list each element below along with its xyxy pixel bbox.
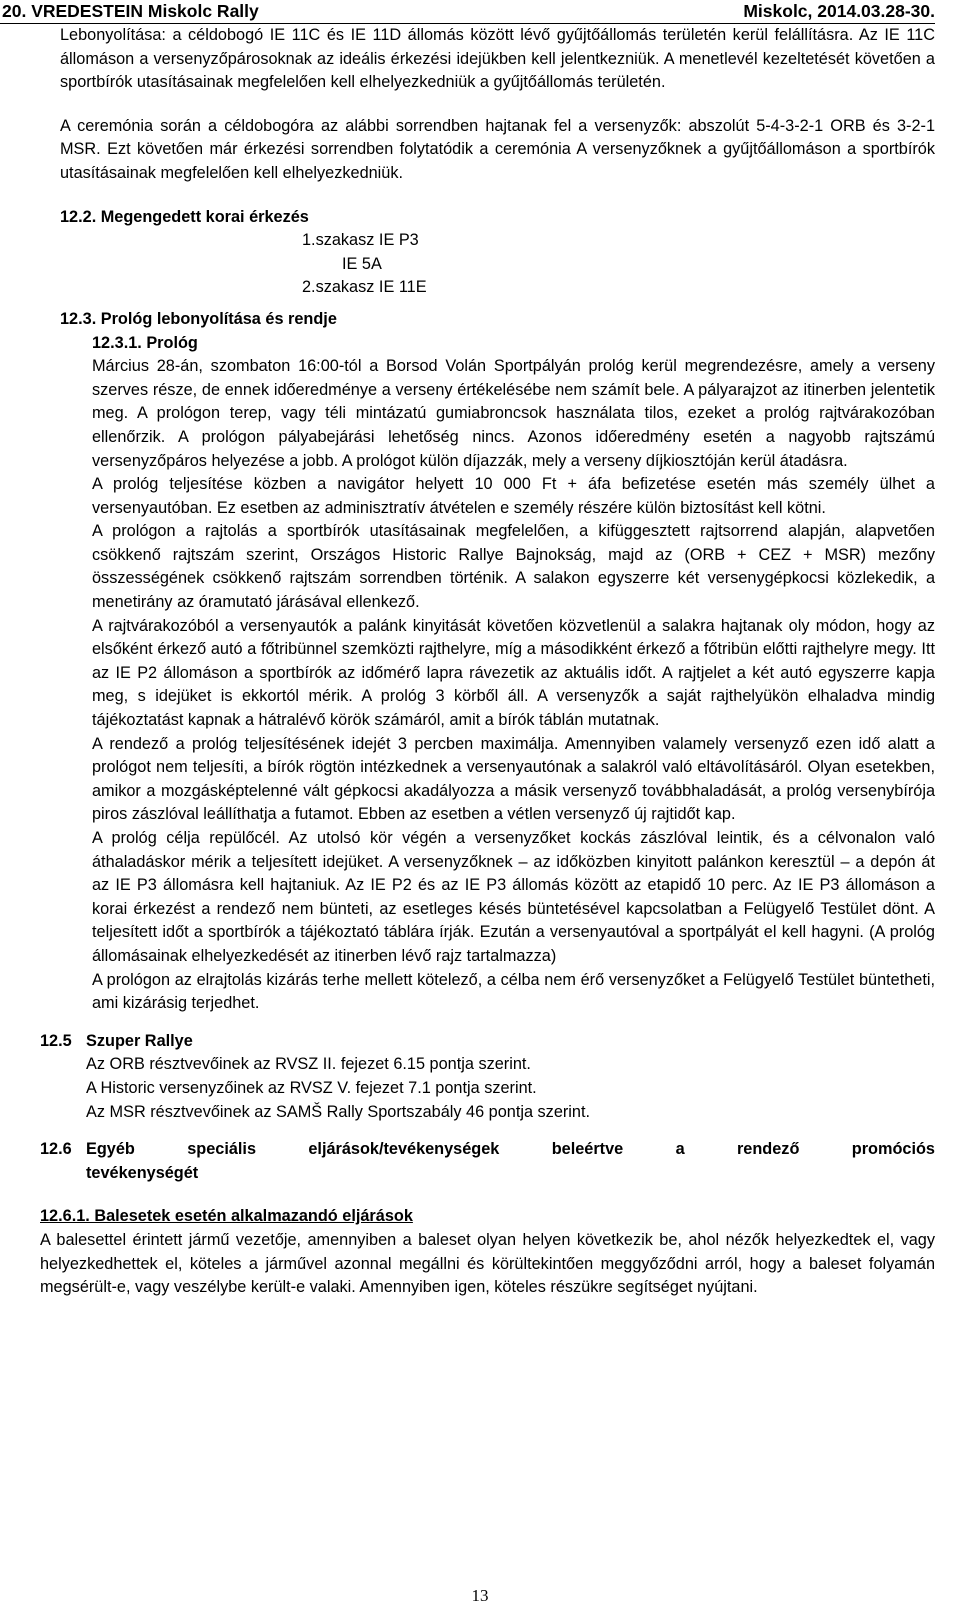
- early-arrival-line-3: 2.szakasz IE 11E: [302, 278, 427, 297]
- section-number: 12.5: [40, 1031, 72, 1050]
- accident-paragraph: A balesettel érintett jármű vezetője, amennyiben a baleset olyan helyen következik be, ahol nézők helyezkedtek el, vagy helyezkedhettek el, köteles a járművel azonnal megállni és körültekintően meggyőződni arról, hogy a baleset folyamán megsérült-e, vagy veszélybe került-e valaki. Amennyiben igen, köteles részükre segítséget nyújtani.: [40, 1230, 935, 1297]
- prolog-paragraph-7: A prológon az elrajtolás kizárás terhe mellett kötelező, a célba nem érő versenyzőket a Felügyelő Testület büntetheti, ami kizárásig terjedhet.: [92, 970, 935, 1013]
- section-12-6: [40, 1138, 935, 1185]
- prolog-paragraph-4: A rajtvárakozóból a versenyautók a palánk kinyitását követően közvetlenül a salakra hajtanak oly módon, hogy az elsőként érkező autó a főtribünnel szemközti rajthelyre, míg a másodikként érkező a főtribün előtti rajthelyre megy. Itt az IE P2 állomáson a sportbírók az időmérő lapra rávezetik az aktuális időt. A rajtjelet a két autó egyszerre kapja meg, s idejüket is ekkortól mérik. A prológ 3 körből áll. A versenyzők a saját rajthelyükön elhaladva mindig tájékoztatást kapnak a hátralévő körök számáról, amit a bírók táblán mutatnak.: [92, 616, 935, 730]
- prolog-paragraph-6: A prológ célja repülőcél. Az utolsó kör végén a versenyzőket kockás zászlóval leintik, és a célvonalon való áthaladáskor mérik a teljesített idejüket. A versenyzőknek – az időközben kinyitott palánkon keresztül – a depón át az IE P3 állomásra kell hajtaniuk. Az IE P2 és az IE P3 állomás között az etapidő 10 perc. Az IE P3 állomáson a korai érkezést a rendező nem bünteti, az esetleges késés büntetésével kapcsolatban a Felügyelő Testület dönt. A teljesített időt a sportbírók a tájékoztató táblára írják. Ezután a versenyautóval a sportpályát el kell hagyni. (A prológ állomásainak elhelyezkedését az itinerben lévő rajz tartalmazza): [92, 829, 935, 965]
- title-word: rendező: [736, 1140, 800, 1159]
- title-word: speciális: [187, 1140, 257, 1159]
- page-number: 13: [471, 1586, 489, 1605]
- spacer: [40, 186, 935, 206]
- super-rallye-line-1: Az ORB résztvevőinek az RVSZ II. fejezet 6.15 pontja szerint.: [86, 1055, 531, 1074]
- title-word: promóciós: [851, 1140, 935, 1159]
- section-12-6-1-title: 12.6.1. Balesetek esetén alkalmazandó eljárások: [40, 1207, 413, 1226]
- section-12-3: [40, 308, 935, 1016]
- spacer: [40, 1016, 935, 1030]
- section-12-2: [40, 206, 935, 300]
- intro-paragraph-1: Lebonyolítása: a céldobogó IE 11C és IE 11D állomás között lévő gyűjtőállomás területén kerül felállításra. Az IE 11C állomáson a versenyzőpárosoknak az ideális érkezési idejükben kell jelentkezniük. A menetlevél kezeltetését követően a sportbírók utasításainak megfelelően kell elhelyezkedniük a gyűjtőállomás területén.: [60, 26, 935, 92]
- section-12-5: [40, 1030, 935, 1124]
- header-title: 20. VREDESTEIN Miskolc Rally: [2, 1, 259, 21]
- super-rallye-line-2: A Historic versenyzőinek az RVSZ V. fejezet 7.1 pontja szerint.: [86, 1078, 537, 1097]
- section-title-text: Szuper Rallye: [86, 1031, 193, 1050]
- spacer: [40, 1185, 935, 1205]
- section-12-5-title: [40, 1030, 935, 1054]
- prolog-paragraph-1: Március 28-án, szombaton 16:00-tól a Borsod Volán Sportpályán prológ kerül megrendezésre, amely a verseny szerves része, de ennek időeredménye a verseny értékelésébe nem számít bele. A pályarajzot az itinerben jelentetik meg. A prológon terep, vagy téli mintázatú gumiabroncsok használata tilos, ezeket a prológ rajtvárakozóban ellenőrzik. A prológon pályabejárási lehetőség nincs. Azonos időeredmény esetén a nagyobb rajtszámú versenyzőpáros helyezése a jobb. A prológot külön díjazzák, mely a verseny díjkiosztóján kerül átadásra.: [92, 357, 935, 470]
- prolog-paragraph-2: A prológ teljesítése közben a navigátor helyett 10 000 Ft + áfa befizetése esetén más személy ülhet a versenyautóban. Ez esetben az adminisztratív átvételen e személy részére külön biztosítást kell kötni.: [92, 475, 935, 517]
- super-rallye-line-3: Az MSR résztvevőinek az SAMŠ Rally Sportszabály 46 pontja szerint.: [86, 1102, 591, 1121]
- early-arrival-line-2: IE 5A: [342, 254, 382, 273]
- title-word: beleértve: [551, 1140, 624, 1159]
- spacer: [40, 300, 935, 308]
- section-12-3-1-title: 12.3.1. Prológ: [92, 333, 198, 352]
- prolog-paragraph-5: A rendező a prológ teljesítésének idejét 3 percben maximálja. Amennyiben valamely versenyző ezen idő alatt a prológot nem teljesíti, a bírók rögtön intézkednek a versenyautónak a salakról való eltávolításáról. Olyan esetekben, amikor a mozgásképtelenné vált gépkocsi akadályozza a másik versenyző továbbhaladását, a prológ versenybírója piros zászlóval leállíthatja a futamot. Ebben az esetben a vétlen versenyző új rajtidőt kap.: [92, 734, 935, 824]
- intro-paragraph-2: A ceremónia során a céldobogóra az alábbi sorrendben hajtanak fel a versenyzők: abszolút 5-4-3-2-1 ORB és 3-2-1 MSR. Ezt követően már érkezési sorrendben folytatódik a ceremónia A versenyzőknek a gyűjtőállomáson a sportbírók utasításainak megfelelően kell elhelyezkedniük.: [60, 116, 935, 182]
- intro-section: [60, 24, 935, 186]
- section-12-2-title: 12.2. Megengedett korai érkezés: [60, 207, 309, 226]
- page-header: [0, 0, 935, 24]
- section-title-tail: tevékenységét: [86, 1163, 199, 1182]
- section-number: 12.6: [40, 1140, 72, 1159]
- spacer: [40, 1124, 935, 1138]
- prolog-paragraph-3: A prológon a rajtolás a sportbírók utasításainak megfelelően, a kifüggesztett rajtsorrend alapján, alapvetően csökkenő rajtszám szerint, Országos Historic Rallye Bajnokság, majd az (ORB + CEZ + MSR) mezőny összességének csökkenő rajtszám sorrendben történik. A salakon egyszerre két versenygépkocsi közlekedik, a menetirány az óramutató járásával ellenkező.: [92, 522, 935, 612]
- section-12-6-title: [40, 1138, 935, 1162]
- header-date: Miskolc, 2014.03.28-30.: [743, 1, 935, 21]
- section-title-words: [86, 1138, 935, 1162]
- title-word: a: [675, 1140, 685, 1159]
- section-12-3-title: 12.3. Prológ lebonyolítása és rendje: [60, 309, 337, 328]
- spacer: [60, 95, 935, 115]
- early-arrival-line-1: 1.szakasz IE P3: [302, 231, 419, 250]
- title-word: eljárások/tevékenységek: [308, 1140, 500, 1159]
- title-word: Egyéb: [86, 1140, 135, 1159]
- section-12-6-1: [40, 1205, 935, 1299]
